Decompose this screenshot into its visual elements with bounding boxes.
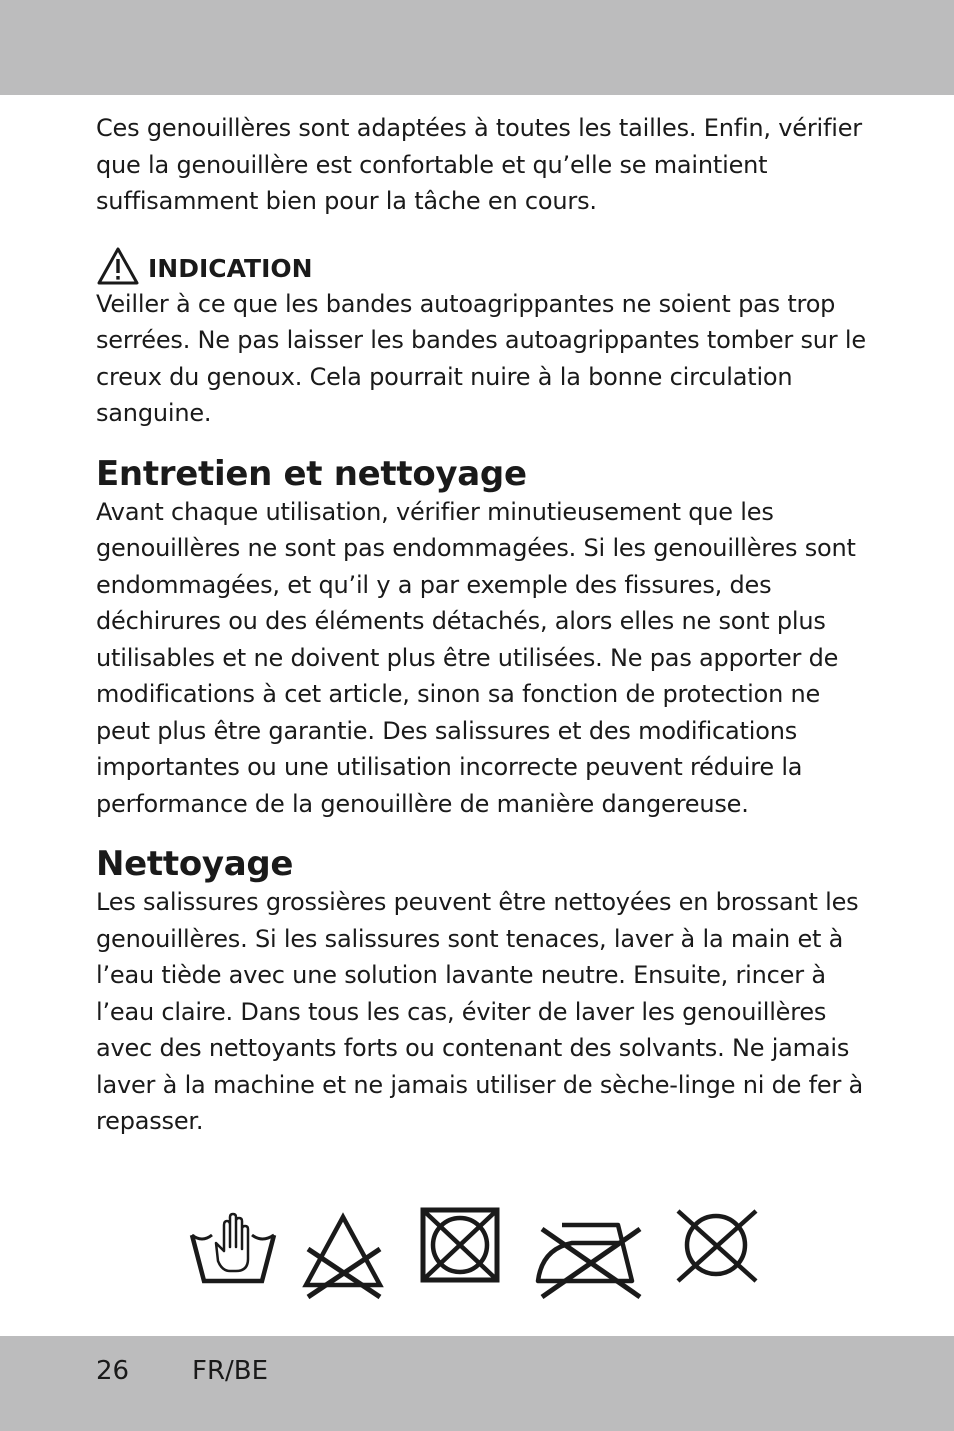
section-heading-entretien: Entretien et nettoyage: [96, 453, 527, 494]
no-bleach-icon: [300, 1205, 386, 1301]
no-iron-icon: [532, 1205, 652, 1301]
page-content: [96, 110, 866, 1140]
page-number: 26: [96, 1356, 130, 1386]
header-band: [0, 0, 954, 95]
no-tumble-dry-icon: [418, 1205, 502, 1289]
indication-label: INDICATION: [148, 253, 313, 283]
nettoyage-paragraph: Les salissures grossières peuvent être nettoyées en brossant les genouillères. Si les salissures sont tenaces, laver à la main et à l’eau tiède avec une solution lavante neutre. Ensuite, rincer à l’eau claire. Dans tous les cas, éviter de laver les genouillères avec des nettoyants forts ou contenant des solvants. Ne jamais laver à la machine et ne jamais utiliser de sèche-linge ni de fer à repasser.: [96, 888, 864, 1135]
entretien-paragraph: Avant chaque utilisation, vérifier minutieusement que les genouillères ne sont pas endommagées. Si les genouillères sont endommagées, et qu’il y a par exemple des fissures, des déchirures ou des éléments détachés, alors elles ne sont plus utilisables et ne doivent plus être utilisées. Ne pas apporter de modifications à cet article, sinon sa fonction de protection ne peut plus être garantie. Des salissures et des modifications importantes ou une utilisation incorrecte peuvent réduire la performance de la genouillère de manière dangereuse.: [96, 497, 856, 818]
indication-paragraph: Veiller à ce que les bandes autoagrippantes ne soient pas trop serrées. Ne pas laisser les bandes autoagrippantes tomber sur le creux du genoux. Cela pourrait nuire à la bonne circulation sanguine.: [96, 289, 866, 427]
no-dry-clean-icon: [672, 1205, 764, 1285]
care-symbols: [186, 1205, 776, 1301]
hand-wash-icon: [186, 1205, 278, 1301]
footer-band: [0, 1336, 954, 1431]
warning-icon: [96, 246, 140, 286]
section-heading-nettoyage: Nettoyage: [96, 844, 294, 884]
intro-paragraph: Ces genouillères sont adaptées à toutes les tailles. Enfin, vérifier que la genouillère est confortable et qu’elle se maintient suffisamment bien pour la tâche en cours.: [96, 114, 862, 215]
language-code: FR/BE: [192, 1356, 269, 1386]
indication-heading: [96, 238, 866, 286]
